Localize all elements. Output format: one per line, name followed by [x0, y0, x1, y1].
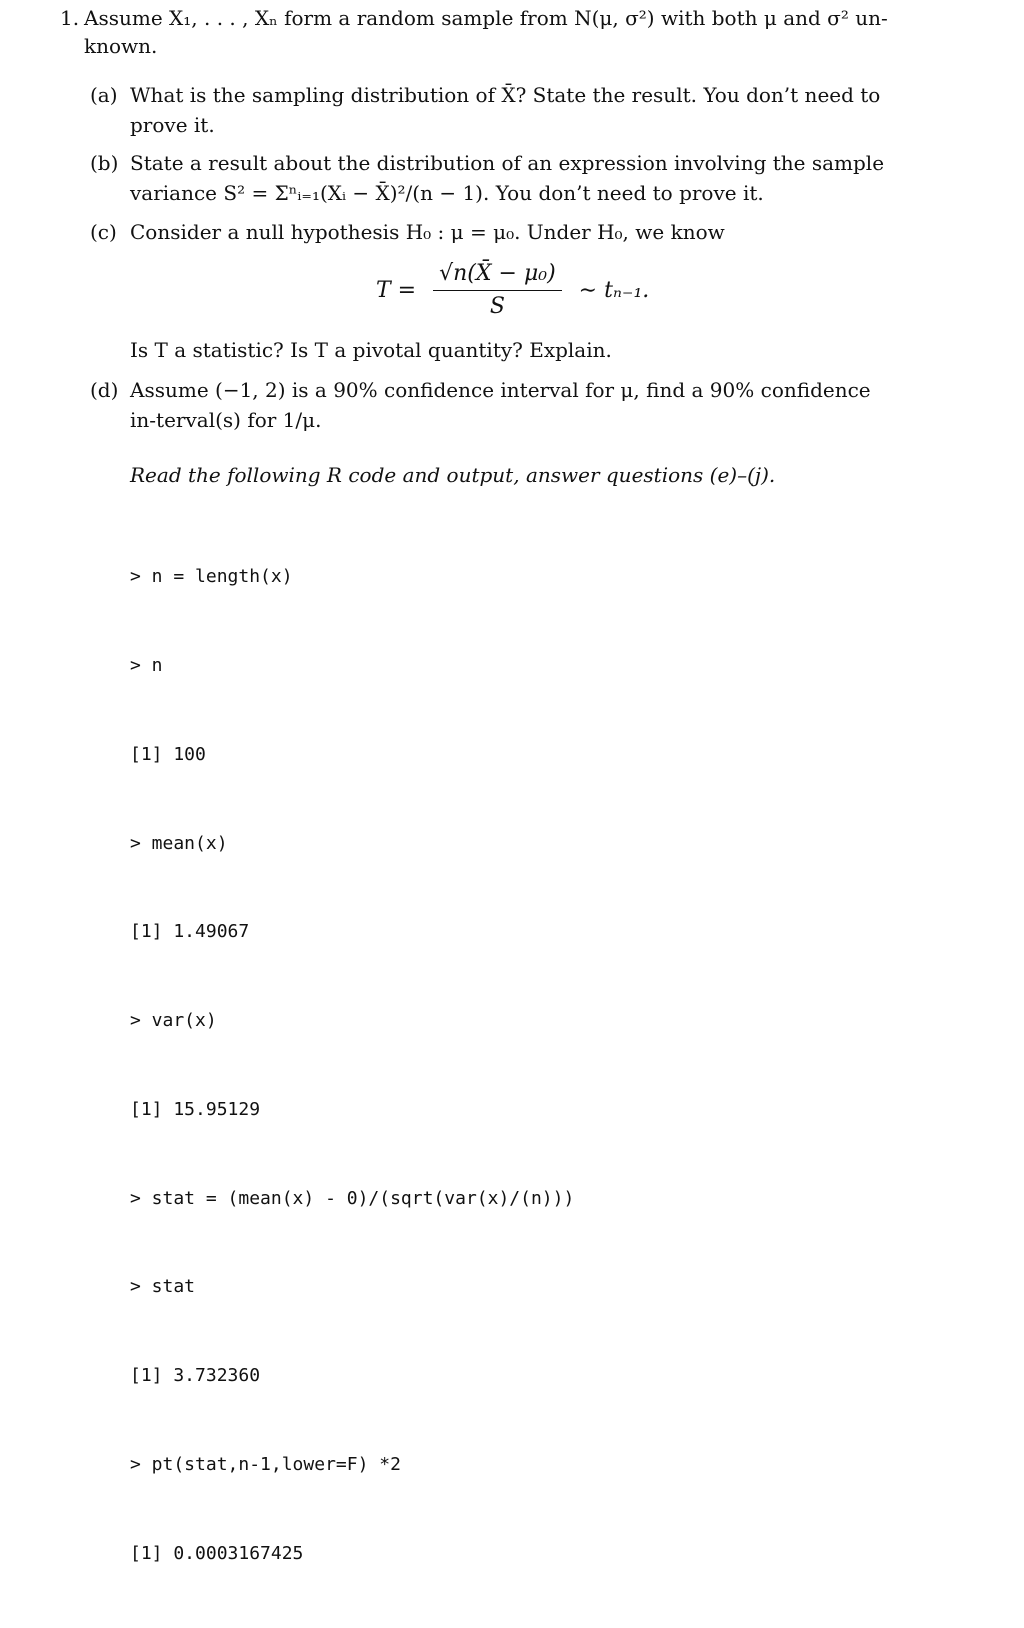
- test-statistic-formula: [376, 260, 649, 321]
- part-d-text: Assume (−1, 2) is a 90% confidence interval for μ, find a 90% confidence in-terval(s) for 1/μ.: [130, 378, 871, 432]
- formula-numerator: √n(X̄ − μ₀): [433, 260, 562, 291]
- formula-left: T =: [376, 277, 417, 303]
- problem-number: 1.: [60, 6, 80, 30]
- part-a-label: (a): [90, 83, 118, 107]
- code-line: > stat: [130, 1276, 196, 1298]
- code-line: > mean(x): [130, 832, 228, 854]
- code-line: [1] 3.732360: [130, 1365, 261, 1387]
- r-code-block: [130, 503, 574, 1628]
- part-c-label: (c): [90, 220, 117, 244]
- code-line: > pt(stat,n-1,lower=F) *2: [130, 1454, 401, 1475]
- part-c: [90, 217, 885, 247]
- code-line: > var(x): [130, 1010, 217, 1032]
- part-b-text: State a result about the distribution of an expression involving the sample variance S² = Σⁿᵢ₌₁(Xᵢ − X̄)²/(n − 1). You don’t need to prove it.: [130, 151, 885, 205]
- part-d-label: (d): [90, 378, 119, 402]
- code-line: [1] 0.0003167425: [130, 1542, 304, 1564]
- code-line: [1] 15.95129: [130, 1098, 261, 1120]
- formula-denominator: S: [489, 294, 505, 319]
- code-line: > n: [130, 654, 163, 676]
- r-code-instructions: Read the following R code and output, answer questions (e)–(j).: [130, 463, 776, 487]
- part-b: [90, 148, 885, 208]
- formula-fraction: [433, 260, 562, 321]
- code-line: [1] 1.49067: [130, 921, 250, 943]
- code-line: > n = length(x): [130, 566, 293, 588]
- formula-right: ∼ tₙ₋₁.: [578, 277, 650, 303]
- part-a: [90, 80, 885, 140]
- code-line: [1] 100: [130, 743, 206, 765]
- part-b-label: (b): [90, 151, 119, 175]
- code-line: > stat = (mean(x) - 0)/(sqrt(var(x)/(n))): [130, 1187, 575, 1209]
- problem-statement: [60, 4, 890, 60]
- part-c-question: Is T a statistic? Is T a pivotal quantity? Explain.: [130, 338, 612, 362]
- part-a-text: What is the sampling distribution of X̄? State the result. You don’t need to prove it.: [130, 83, 881, 137]
- part-c-text: Consider a null hypothesis H₀ : μ = μ₀. Under H₀, we know: [130, 220, 725, 244]
- part-d: [90, 375, 885, 435]
- problem-text: Assume X₁, . . . , Xₙ form a random sample from N(μ, σ²) with both μ and σ² un-known.: [84, 6, 888, 58]
